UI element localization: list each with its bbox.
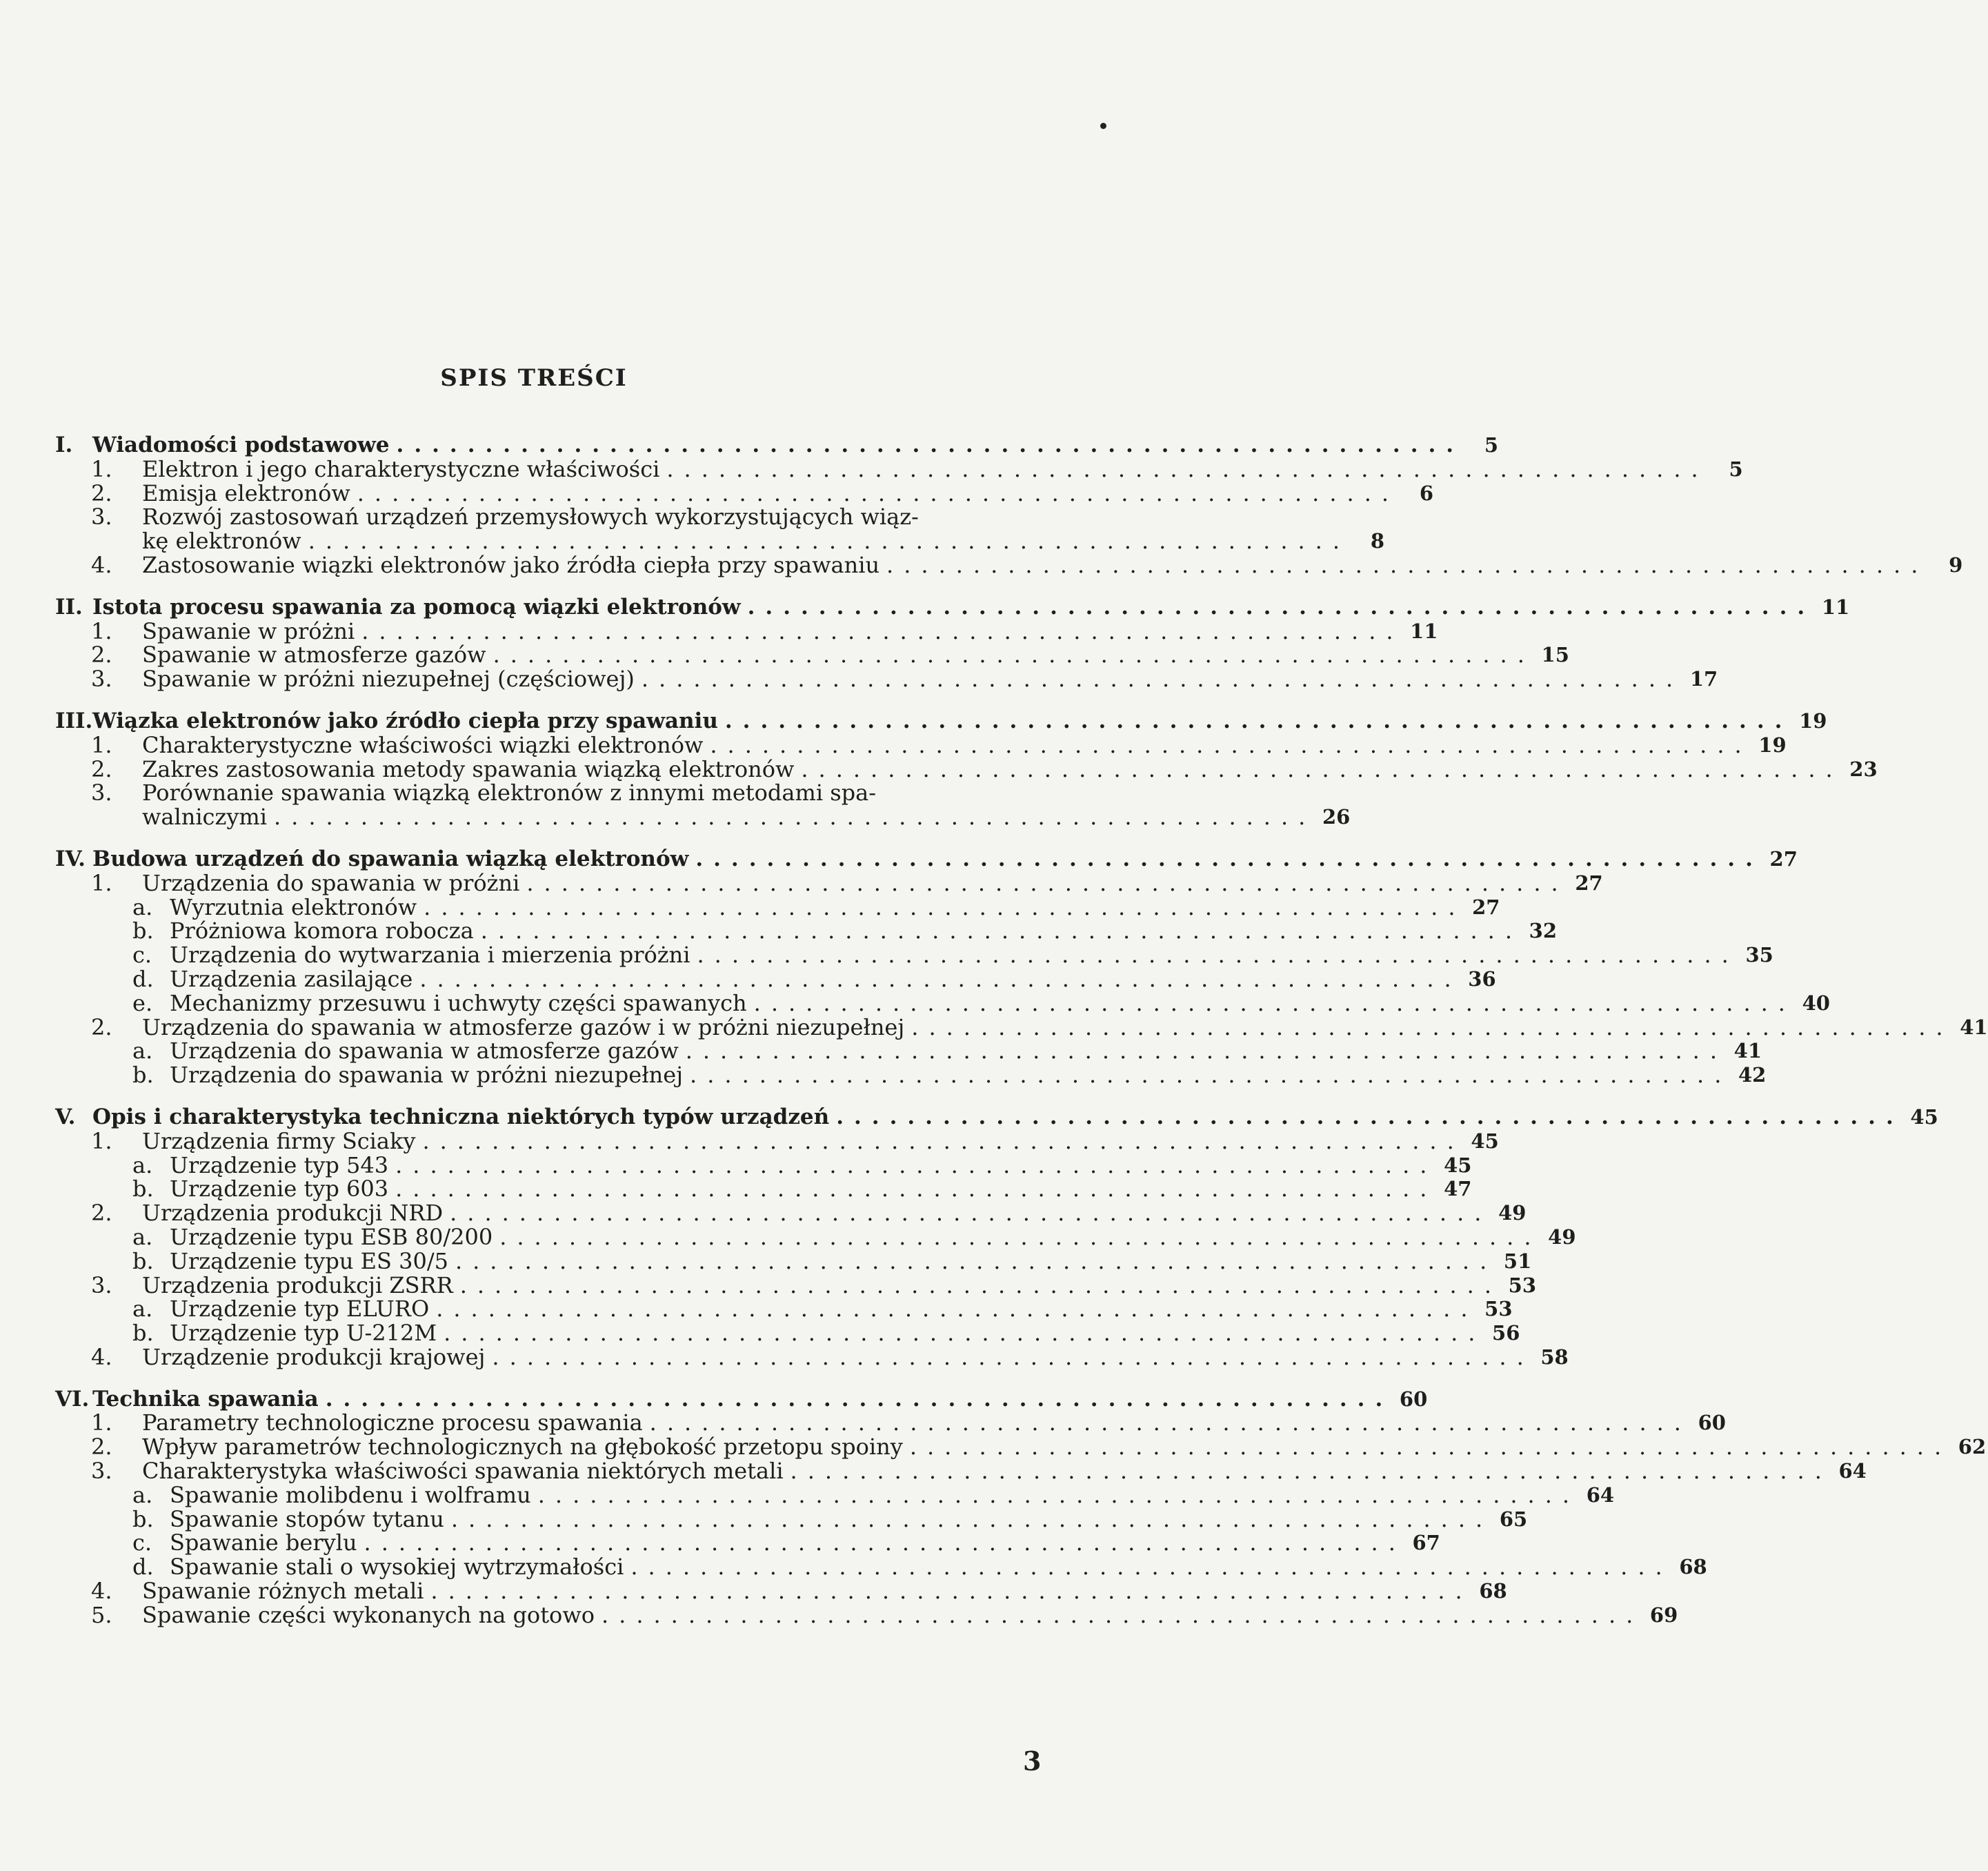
section-page: 69: [1649, 1603, 1678, 1627]
subsection-page: 42: [1738, 1063, 1767, 1087]
section-number: 4.: [91, 1343, 112, 1370]
section-label: Urządzenia firmy Sciaky: [142, 1127, 416, 1154]
subsection-label: Urządzenia do wytwarzania i mierzenia próżni: [170, 942, 690, 969]
dot-leader: ............................................................: [641, 666, 1684, 693]
dot-leader: ............................................................: [455, 1247, 1498, 1274]
chapter-number: III.: [55, 708, 93, 733]
dot-leader: ............................................................: [909, 1434, 1952, 1461]
subsection-label: Urządzenia do spawania w atmosferze gazów: [170, 1038, 679, 1065]
section-label: Rozwój zastosowań urządzeń przemysłowych wykorzystujących wiąz-: [142, 504, 919, 531]
section-row: [55, 1578, 1507, 1605]
section-page: 8: [1370, 529, 1384, 553]
section-page: 53: [1508, 1273, 1537, 1297]
dot-leader: ............................................................: [836, 1104, 1904, 1129]
chapter-number: II.: [55, 594, 83, 620]
subsection-label: Urządzenia do spawania w próżni niezupełnej: [170, 1062, 684, 1089]
dot-leader: ............................................................: [480, 918, 1522, 944]
dot-leader: ............................................................: [450, 1200, 1492, 1227]
subsection-page: 53: [1484, 1297, 1513, 1321]
dot-leader: ............................................................: [450, 1505, 1493, 1532]
dot-leader: ............................................................: [357, 479, 1400, 506]
subsection-row: [55, 893, 1500, 920]
dot-leader: ............................................................: [747, 594, 1816, 620]
dot-leader: ............................................................: [424, 893, 1466, 920]
section-page: 45: [1471, 1129, 1499, 1153]
section-label: Parametry technologiczne procesu spawania: [142, 1409, 643, 1436]
subsection-number: a.: [132, 893, 153, 920]
subsection-label: Urządzenia zasilające: [170, 965, 413, 992]
section-row: [55, 731, 1787, 758]
subsection-row: [55, 1038, 1762, 1065]
chapter-label: Wiązka elektronów jako źródło ciepła przy spawaniu: [92, 708, 718, 733]
page-title: SPIS TREŚCI: [440, 364, 628, 392]
section-number: 1.: [91, 617, 112, 644]
section-label: Charakterystyka właściwości spawania niektórych metali: [142, 1458, 784, 1485]
chapter-page: 27: [1769, 847, 1798, 871]
chapter-number: V.: [55, 1104, 76, 1129]
chapter-label: Budowa urządzeń do spawania wiązką elektronów: [92, 846, 689, 871]
section-row: [55, 781, 1054, 805]
subsection-number: b.: [132, 1320, 154, 1347]
dot-leader: ............................................................: [911, 1013, 1954, 1040]
section-label: walniczymi: [142, 804, 267, 831]
subsection-label: Urządzenie typu ESB 80/200: [170, 1223, 493, 1250]
subsection-label: Urządzenie typ 543: [170, 1151, 389, 1178]
section-number: 3.: [91, 1271, 112, 1298]
subsection-page: 36: [1468, 967, 1496, 991]
section-row: [55, 1601, 1678, 1628]
dot-leader: ............................................................: [493, 642, 1535, 669]
chapter-row: [55, 1386, 1428, 1412]
section-number: 5.: [91, 1601, 112, 1628]
section-page: 23: [1849, 757, 1878, 781]
chapter-label: Wiadomości podstawowe: [92, 433, 390, 457]
section-label: kę elektronów: [142, 528, 301, 555]
section-row: [55, 551, 1963, 578]
subsection-row: [55, 1530, 1440, 1556]
section-page: 60: [1698, 1411, 1726, 1435]
section-number: 2.: [91, 642, 112, 669]
section-page: 58: [1540, 1345, 1569, 1369]
section-row: [55, 869, 1603, 896]
subsection-number: d.: [132, 965, 154, 992]
section-page: 6: [1419, 481, 1434, 505]
section-number: 3.: [91, 1458, 112, 1485]
section-row: [55, 617, 1438, 644]
subsection-label: Spawanie stopów tytanu: [170, 1505, 444, 1532]
dot-leader: ............................................................: [886, 551, 1929, 578]
section-row: [55, 1271, 1537, 1298]
subsection-row: [55, 1320, 1520, 1347]
section-number: 1.: [91, 869, 112, 896]
section-row: [55, 1127, 1499, 1154]
dot-leader: ............................................................: [724, 708, 1793, 733]
section-row: [55, 455, 1743, 482]
subsection-label: Urządzenie typu ES 30/5: [170, 1247, 448, 1274]
dot-leader: ............................................................: [492, 1343, 1534, 1370]
section-number: 4.: [91, 1578, 112, 1605]
section-number: 3.: [91, 504, 112, 531]
dot-leader: ............................................................: [308, 528, 1350, 555]
dot-leader: ............................................................: [697, 942, 1739, 969]
subsection-number: c.: [132, 942, 152, 969]
chapter-row: [55, 846, 1798, 871]
section-label: Urządzenia do spawania w próżni: [142, 869, 520, 896]
section-number: 2.: [91, 755, 112, 782]
section-label: Urządzenie produkcji krajowej: [142, 1343, 486, 1370]
subsection-label: Spawanie molibdenu i wolframu: [170, 1481, 531, 1508]
dot-leader: ............................................................: [361, 617, 1404, 644]
subsection-page: 47: [1444, 1177, 1472, 1201]
toc-section: [55, 594, 1850, 693]
subsection-row: [55, 989, 1830, 1016]
page-number: 3: [1023, 1745, 1042, 1776]
chapter-row: [55, 433, 1499, 457]
dot-leader: ............................................................: [790, 1458, 1832, 1485]
section-label: Elektron i jego charakterystyczne właściwości: [142, 455, 660, 482]
toc-section: [55, 708, 1878, 831]
subsection-number: c.: [132, 1530, 152, 1556]
subsection-row: [55, 1505, 1528, 1532]
section-label: Emisja elektronów: [142, 479, 350, 506]
section-number: 2.: [91, 479, 112, 506]
subsection-page: 65: [1499, 1507, 1528, 1531]
subsection-number: b.: [132, 1505, 154, 1532]
subsection-page: 51: [1503, 1249, 1532, 1273]
subsection-page: 64: [1586, 1483, 1615, 1507]
dot-leader: ............................................................: [710, 731, 1752, 758]
section-page: 27: [1575, 871, 1603, 895]
subsection-page: 49: [1548, 1225, 1576, 1249]
dot-leader: ............................................................: [395, 1176, 1438, 1202]
dot-leader: ............................................................: [695, 846, 1763, 871]
section-row: [55, 1200, 1527, 1227]
dot-leader: ............................................................: [499, 1223, 1542, 1250]
dot-leader: ............................................................: [364, 1530, 1406, 1556]
section-number: 1.: [91, 731, 112, 758]
subsection-row: [55, 1247, 1532, 1274]
dot-leader: ............................................................: [396, 433, 1464, 457]
subsection-number: b.: [132, 1247, 154, 1274]
section-label: Urządzenia produkcji ZSRR: [142, 1271, 453, 1298]
subsection-number: a.: [132, 1151, 153, 1178]
subsection-page: 41: [1733, 1039, 1762, 1063]
chapter-number: IV.: [55, 846, 86, 871]
toc-section: [55, 1386, 1987, 1628]
chapter-label: Istota procesu spawania za pomocą wiązki elektronów: [92, 594, 741, 620]
section-label: Urządzenia produkcji NRD: [142, 1200, 444, 1227]
dot-leader: ............................................................: [685, 1038, 1728, 1065]
dot-leader: ............................................................: [436, 1296, 1478, 1323]
section-row: [55, 1013, 1988, 1040]
chapter-row: [55, 594, 1850, 620]
dot-leader: ............................................................: [630, 1554, 1673, 1581]
section-row: [55, 755, 1878, 782]
section-label: Wpływ parametrów technologicznych na głębokość przetopu spoiny: [142, 1434, 903, 1461]
dot-leader: ............................................................: [690, 1062, 1732, 1089]
subsection-page: 32: [1529, 919, 1557, 943]
section-number: 3.: [91, 666, 112, 693]
section-page: 17: [1689, 667, 1718, 691]
section-row: [55, 642, 1569, 669]
subsection-page: 68: [1679, 1555, 1707, 1579]
subsection-number: b.: [132, 1176, 154, 1202]
section-label: Spawanie w atmosferze gazów: [142, 642, 486, 669]
section-page: 49: [1498, 1201, 1527, 1225]
subsection-row: [55, 1481, 1615, 1508]
subsection-page: 67: [1412, 1531, 1440, 1555]
section-label: Zastosowanie wiązki elektronów jako źródła ciepła przy spawaniu: [142, 551, 880, 578]
subsection-page: 45: [1444, 1153, 1472, 1177]
section-row: [55, 1343, 1569, 1370]
subsection-page: 40: [1802, 991, 1830, 1015]
dot-leader: ............................................................: [419, 965, 1462, 992]
section-label: Spawanie w próżni: [142, 617, 355, 644]
section-number: 1.: [91, 1409, 112, 1436]
section-number: 2.: [91, 1013, 112, 1040]
dot-leader: ............................................................: [459, 1271, 1502, 1298]
section-row: [55, 505, 1054, 529]
dot-leader: ............................................................: [325, 1386, 1393, 1412]
subsection-number: a.: [132, 1481, 153, 1508]
chapter-row: [55, 1104, 1938, 1129]
subsection-number: a.: [132, 1223, 153, 1250]
subsection-number: b.: [132, 918, 154, 944]
chapter-page: 19: [1799, 709, 1827, 733]
section-number: 3.: [91, 780, 112, 806]
subsection-label: Mechanizmy przesuwu i uchwyty części spawanych: [170, 989, 747, 1016]
section-page: 9: [1949, 553, 1963, 577]
subsection-label: Urządzenie typ ELURO: [170, 1296, 430, 1323]
dot-leader: ............................................................: [649, 1409, 1691, 1436]
subsection-label: Wyrzutnia elektronów: [170, 893, 417, 920]
section-page: 64: [1838, 1459, 1867, 1483]
section-row: [55, 1434, 1987, 1461]
section-number: 1.: [91, 455, 112, 482]
subsection-number: e.: [132, 989, 153, 1016]
subsection-row: [55, 965, 1496, 992]
section-label: Urządzenia do spawania w atmosferze gazów i w próżni niezupełnej: [142, 1013, 905, 1040]
subsection-label: Spawanie stali o wysokiej wytrzymałości: [170, 1554, 624, 1581]
section-label: Porównanie spawania wiązką elektronów z innymi metodami spa-: [142, 780, 877, 806]
subsection-label: Spawanie berylu: [170, 1530, 357, 1556]
subsection-page: 35: [1745, 943, 1773, 967]
dot-leader: ............................................................: [444, 1320, 1486, 1347]
section-number: 2.: [91, 1200, 112, 1227]
section-row: [55, 528, 1384, 555]
section-page: 68: [1479, 1579, 1507, 1603]
subsection-row: [55, 1062, 1767, 1089]
section-page: 11: [1410, 619, 1438, 643]
chapter-label: Technika spawania: [92, 1386, 319, 1412]
section-page: 62: [1958, 1435, 1987, 1459]
subsection-number: b.: [132, 1062, 154, 1089]
dot-leader: ............................................................: [422, 1127, 1464, 1154]
section-page: 26: [1322, 805, 1351, 829]
dot-leader: ............................................................: [430, 1578, 1473, 1605]
chapter-number: I.: [55, 433, 73, 457]
dot-leader: ............................................................: [526, 869, 1569, 896]
toc-section: [55, 433, 1963, 578]
section-row: [55, 1458, 1867, 1485]
section-number: 1.: [91, 1127, 112, 1154]
chapter-page: 11: [1821, 595, 1850, 619]
subsection-row: [55, 942, 1773, 969]
section-number: 4.: [91, 551, 112, 578]
dot-leader: ............................................................: [273, 804, 1316, 831]
section-label: Spawanie części wykonanych na gotowo: [142, 1601, 595, 1628]
chapter-page: 45: [1910, 1105, 1938, 1129]
subsection-label: Urządzenie typ U-212M: [170, 1320, 437, 1347]
section-row: [55, 804, 1351, 831]
ink-speck: [1100, 123, 1106, 129]
chapter-label: Opis i charakterystyka techniczna niektórych typów urządzeń: [92, 1104, 830, 1129]
section-row: [55, 666, 1718, 693]
chapter-page: 5: [1484, 433, 1499, 457]
section-number: 2.: [91, 1434, 112, 1461]
section-label: Spawanie w próżni niezupełnej (częściowej): [142, 666, 635, 693]
section-label: Zakres zastosowania metody spawania wiązką elektronów: [142, 755, 795, 782]
section-row: [55, 479, 1434, 506]
chapter-row: [55, 708, 1827, 733]
chapter-number: VI.: [55, 1386, 90, 1412]
subsection-row: [55, 918, 1557, 944]
subsection-row: [55, 1296, 1513, 1323]
subsection-label: Urządzenie typ 603: [170, 1176, 389, 1202]
toc-section: [55, 1104, 1938, 1370]
dot-leader: ............................................................: [666, 455, 1709, 482]
subsection-row: [55, 1223, 1576, 1250]
subsection-page: 27: [1472, 895, 1500, 919]
section-page: 5: [1729, 457, 1743, 481]
subsection-number: d.: [132, 1554, 154, 1581]
section-row: [55, 1409, 1726, 1436]
dot-leader: ............................................................: [395, 1151, 1438, 1178]
section-label: Spawanie różnych metali: [142, 1578, 424, 1605]
subsection-row: [55, 1151, 1472, 1178]
dot-leader: ............................................................: [753, 989, 1796, 1016]
toc-section: [55, 846, 1988, 1089]
section-page: 19: [1758, 733, 1787, 757]
section-label: Charakterystyczne właściwości wiązki elektronów: [142, 731, 704, 758]
subsection-page: 56: [1492, 1321, 1520, 1345]
subsection-row: [55, 1554, 1707, 1581]
chapter-page: 60: [1399, 1387, 1428, 1411]
table-of-contents: [55, 433, 1988, 1645]
dot-leader: ............................................................: [601, 1601, 1644, 1628]
subsection-label: Próżniowa komora robocza: [170, 918, 474, 944]
section-page: 15: [1541, 643, 1569, 667]
dot-leader: ............................................................: [801, 755, 1843, 782]
dot-leader: ............................................................: [537, 1481, 1580, 1508]
subsection-number: a.: [132, 1038, 153, 1065]
section-page: 41: [1960, 1015, 1988, 1039]
subsection-row: [55, 1176, 1472, 1202]
subsection-number: a.: [132, 1296, 153, 1323]
